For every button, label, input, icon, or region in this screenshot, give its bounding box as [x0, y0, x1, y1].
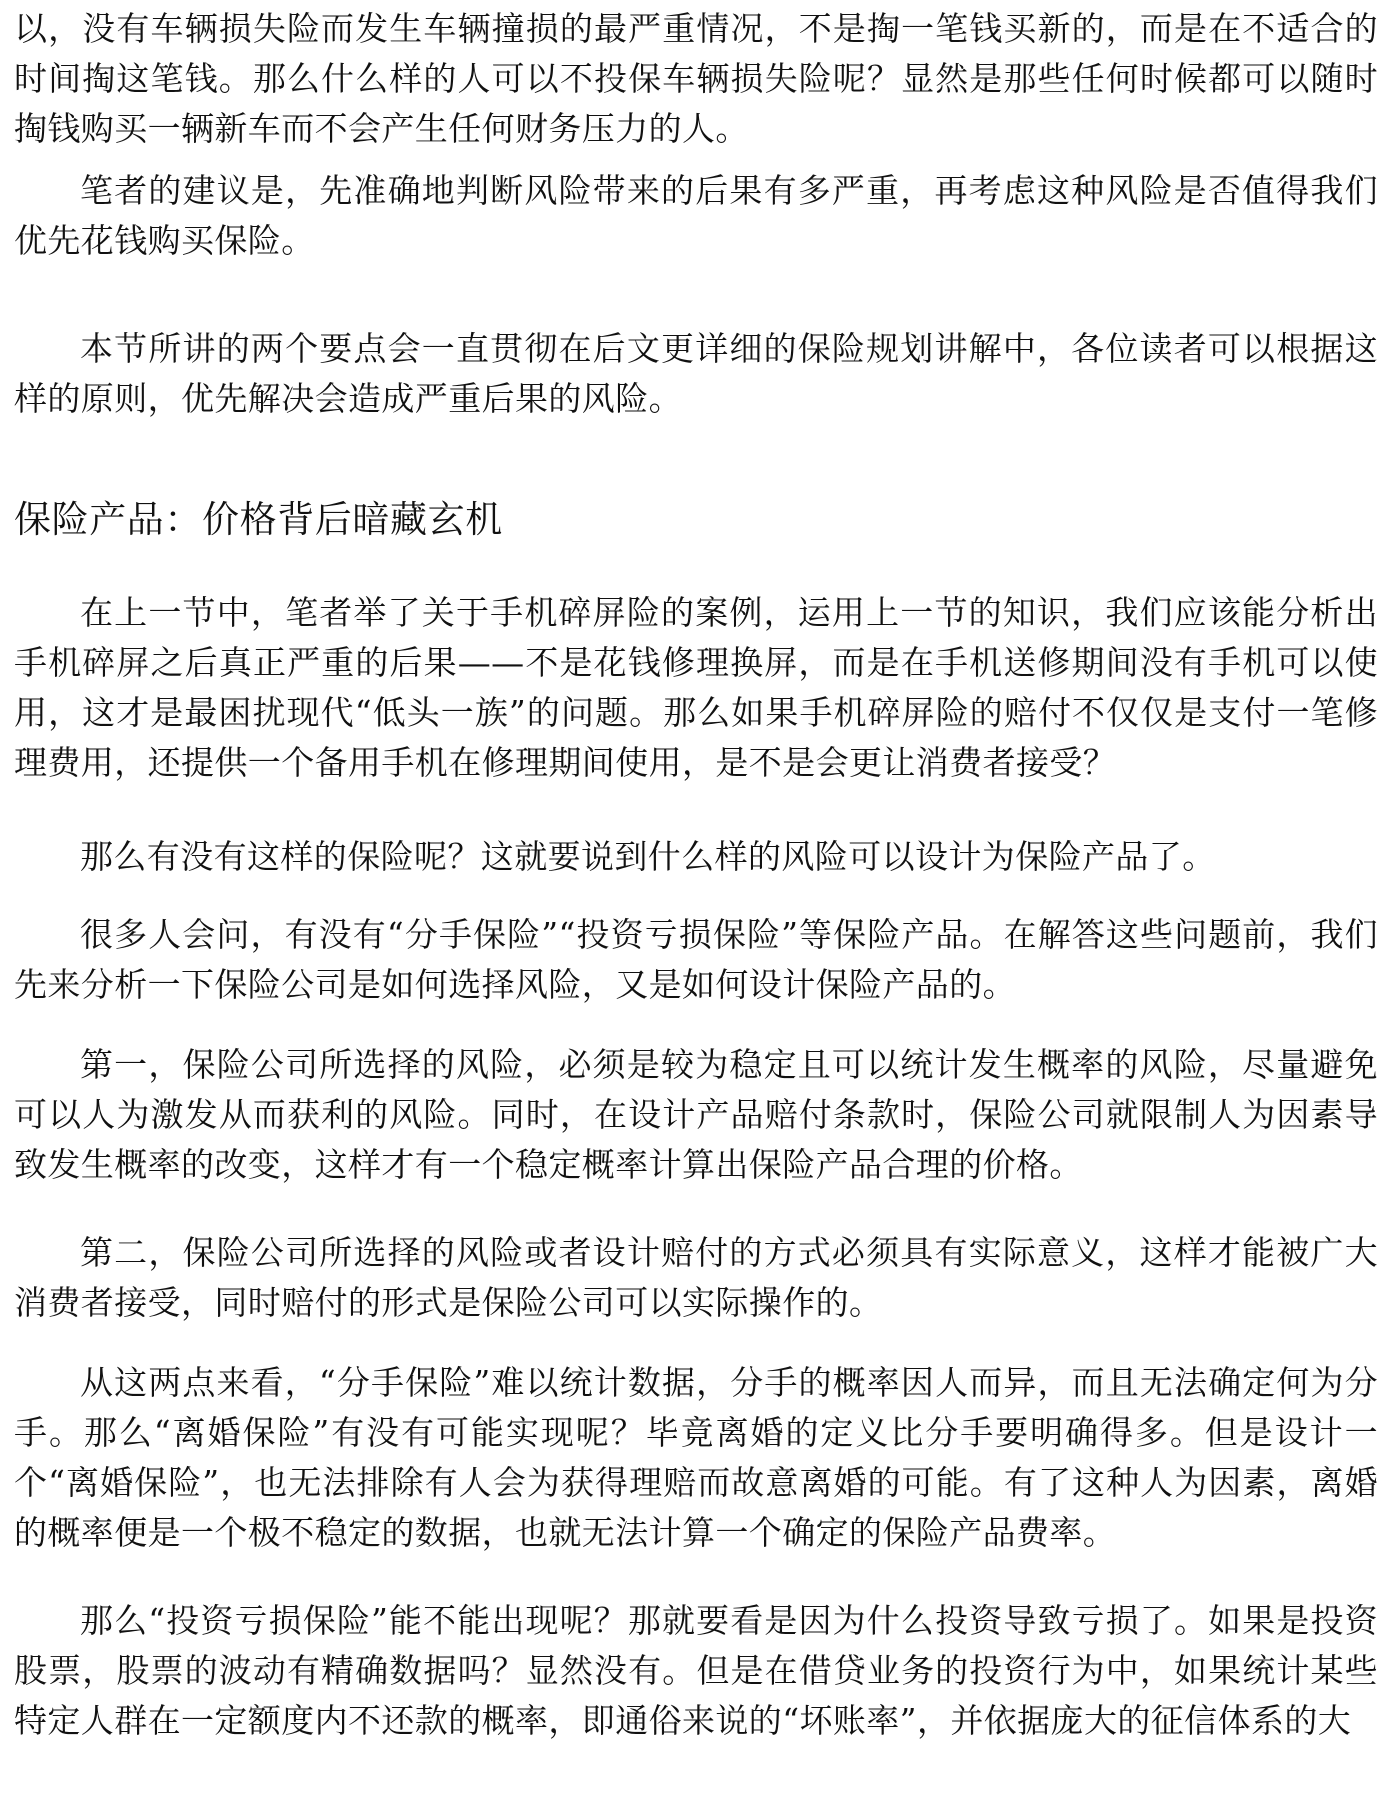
paragraph-summary: 本节所讲的两个要点会一直贯彻在后文更详细的保险规划讲解中，各位读者可以根据这样的原则，优先解决会造成严重后果的风险。 [14, 329, 1378, 418]
paragraph-common-questions: 很多人会问，有没有“分手保险”“投资亏损保险”等保险产品。在解答这些问题前，我们先来分析一下保险公司是如何选择风险，又是如何设计保险产品的。 [14, 915, 1378, 1004]
paragraph-question: 那么有没有这样的保险呢？这就要说到什么样的风险可以设计为保险产品了。 [80, 837, 1216, 876]
paragraph-investment-loss: 那么“投资亏损保险”能不能出现呢？那就要看是因为什么投资导致亏损了。如果是投资股票，股票的波动有精确数据吗？显然没有。但是在借贷业务的投资行为中，如果统计某些特定人群在一定额度内不还款的概率，即通俗来说的“坏账率”，并依据庞大的征信体系的大 [14, 1601, 1378, 1740]
paragraph-continued: 以，没有车辆损失险而发生车辆撞损的最严重情况，不是掏一笔钱买新的，而是在不适合的时间掏这笔钱。那么什么样的人可以不投保车辆损失险呢？显然是那些任何时候都可以随时掏钱购买一辆新车而不会产生任何财务压力的人。 [14, 9, 1378, 148]
paragraph-point-one: 第一，保险公司所选择的风险，必须是较为稳定且可以统计发生概率的风险，尽量避免可以人为激发从而获利的风险。同时，在设计产品赔付条款时，保险公司就限制人为因素导致发生概率的改变，这样才有一个稳定概率计算出保险产品合理的价格。 [14, 1045, 1378, 1184]
paragraph-point-two: 第二，保险公司所选择的风险或者设计赔付的方式必须具有实际意义，这样才能被广大消费者接受，同时赔付的形式是保险公司可以实际操作的。 [14, 1233, 1378, 1322]
paragraph-advice: 笔者的建议是，先准确地判断风险带来的后果有多严重，再考虑这种风险是否值得我们优先花钱购买保险。 [14, 171, 1378, 260]
section-heading: 保险产品：价格背后暗藏玄机 [14, 498, 503, 541]
paragraph-screen-insurance: 在上一节中，笔者举了关于手机碎屏险的案例，运用上一节的知识，我们应该能分析出手机碎屏之后真正严重的后果——不是花钱修理换屏，而是在手机送修期间没有手机可以使用，这才是最困扰现代“低头一族”的问题。那么如果手机碎屏险的赔付不仅仅是支付一笔修理费用，还提供一个备用手机在修理期间使用，是不是会更让消费者接受？ [14, 593, 1378, 782]
paragraph-breakup-divorce: 从这两点来看，“分手保险”难以统计数据，分手的概率因人而异，而且无法确定何为分手。那么“离婚保险”有没有可能实现呢？毕竟离婚的定义比分手要明确得多。但是设计一个“离婚保险”，也无法排除有人会为获得理赔而故意离婚的可能。有了这种人为因素，离婚的概率便是一个极不稳定的数据，也就无法计算一个确定的保险产品费率。 [14, 1363, 1378, 1552]
